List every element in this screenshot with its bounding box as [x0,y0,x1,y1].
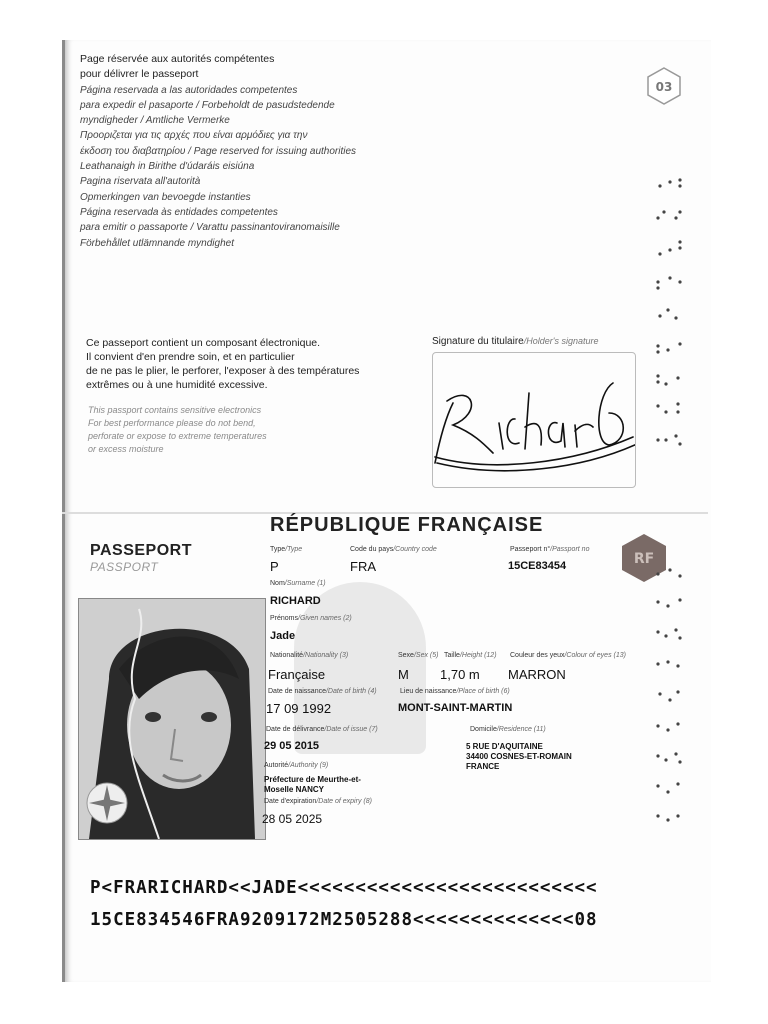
handwritten-signature [433,353,635,487]
passport-no-label: Passeport n°/Passport no [510,546,590,553]
notice-line: Il convient d'en prendre soin, et en particulier [86,351,295,363]
authority-line: έκδοση του διαβατηρίου / Page reserved for issuing authorities [80,145,357,157]
sex-value: M [398,667,409,682]
residence-value [466,742,572,772]
perforation-pattern-upper [650,178,690,458]
issue-value: 29 05 2015 [264,740,320,752]
notice-line-en: For best performance please do not bend, [88,418,256,428]
perforation-pattern-lower [650,566,690,830]
signature-label [432,336,599,347]
page-number: 03 [655,80,673,94]
height-value: 1,70 m [440,667,480,682]
authority-line: Leathanaigh in Birithe d'údaráis eisiúna [80,161,255,173]
authority-line: Página reservada às entidades competentes [80,206,278,218]
nationality-value: Française [268,667,326,682]
authority-title-line2: pour délivrer le passeport [80,68,199,81]
nationality-label: Nationalité/Nationality (3) [270,652,349,659]
page-number-badge [646,66,682,106]
authority-line: Förbehållet utlämnande myndighet [80,237,234,249]
authority-label: Autorité/Authority (9) [264,762,329,769]
authority-value [264,775,361,795]
country-code-value: FRA [350,559,376,574]
dob-value: 17 09 1992 [266,701,332,716]
notice-line-en: or excess moisture [88,444,164,454]
expiry-value: 28 05 2025 [262,812,323,826]
authority-line: Pagina riservata all'autorità [80,176,201,188]
notice-line-en: This passport contains sensitive electronics [88,405,262,415]
surname-value: RICHARD [270,595,321,607]
signature-label-en: /Holder's signature [523,336,599,346]
notice-line: de ne pas le plier, le perforer, l'exposer à des températures [86,365,360,377]
pob-label: Lieu de naissance/Place of birth (6) [400,688,510,695]
authority-line: Opmerkingen van bevoegde instanties [80,191,251,203]
authority-block [80,52,400,251]
height-label: Taille/Height (12) [444,652,497,659]
authority-line: para expedir el pasaporte / Forbeholdt de pasudstedende [80,99,335,111]
eyes-value: MARRON [508,667,566,682]
residence-line: FRANCE [466,762,500,771]
authority-line: myndigheder / Amtliche Vermerke [80,115,230,127]
residence-label: Domicile/Residence (11) [470,726,546,733]
signature-label-fr: Signature du titulaire [432,336,524,347]
issue-label: Date de délivrance/Date of issue (7) [266,726,378,733]
authority-line: para emitir o passaporte / Varattu passinantoviranomaisille [80,222,340,234]
authority-line: Moselle NANCY [264,785,325,794]
notice-line: Ce passeport contient un composant électronique. [86,337,321,349]
residence-line: 34400 COSNES-ET-ROMAIN [466,752,572,761]
portrait-image [79,599,265,839]
mrz-line-2: 15CE834546FRA9209172M2505288<<<<<<<<<<<<<<08 [90,910,598,930]
dob-label: Date de naissance/Date of birth (4) [268,688,377,695]
country-badge-text: RF [633,551,655,567]
electronic-notice-en [88,404,308,456]
electronic-notice-fr [86,336,406,392]
holder-photo [78,598,266,840]
passport-no-value: 15CE83454 [508,560,567,572]
surname-label: Nom/Surname (1) [270,580,326,587]
authority-title-line1: Page réservée aux autorités compétentes [80,53,275,65]
given-names-value: Jade [270,630,296,642]
signature-box [432,352,636,488]
type-value: P [270,559,279,574]
notice-line: extrêmes ou à une humidité excessive. [86,379,268,391]
country-code-label: Code du pays/Country code [350,546,437,553]
country-title: RÉPUBLIQUE FRANÇAISE [270,514,544,536]
type-label: Type/Type [270,546,303,553]
sex-label: Sexe/Sex (5) [398,652,439,659]
notice-line-en: perforate or expose to extreme temperatures [88,431,267,441]
eyes-label: Couleur des yeux/Colour of eyes (13) [510,652,626,659]
document-title-en: PASSPORT [90,560,159,574]
expiry-label: Date d'expiration/Date of expiry (8) [264,798,372,805]
authority-line: Préfecture de Meurthe-et- [264,775,361,784]
given-names-label: Prénoms/Given names (2) [270,615,352,622]
document-title: PASSEPORT [90,542,192,559]
authority-line: Προοριζεται για τις αρχές που είναι αρμόδιες για την [80,130,308,142]
authority-line: Página reservada a las autoridades competentes [80,84,298,96]
residence-line: 5 RUE D'AQUITAINE [466,742,543,751]
mrz-line-1: P<FRARICHARD<<JADE<<<<<<<<<<<<<<<<<<<<<<<<<< [90,878,598,898]
pob-value: MONT-SAINT-MARTIN [398,702,513,714]
